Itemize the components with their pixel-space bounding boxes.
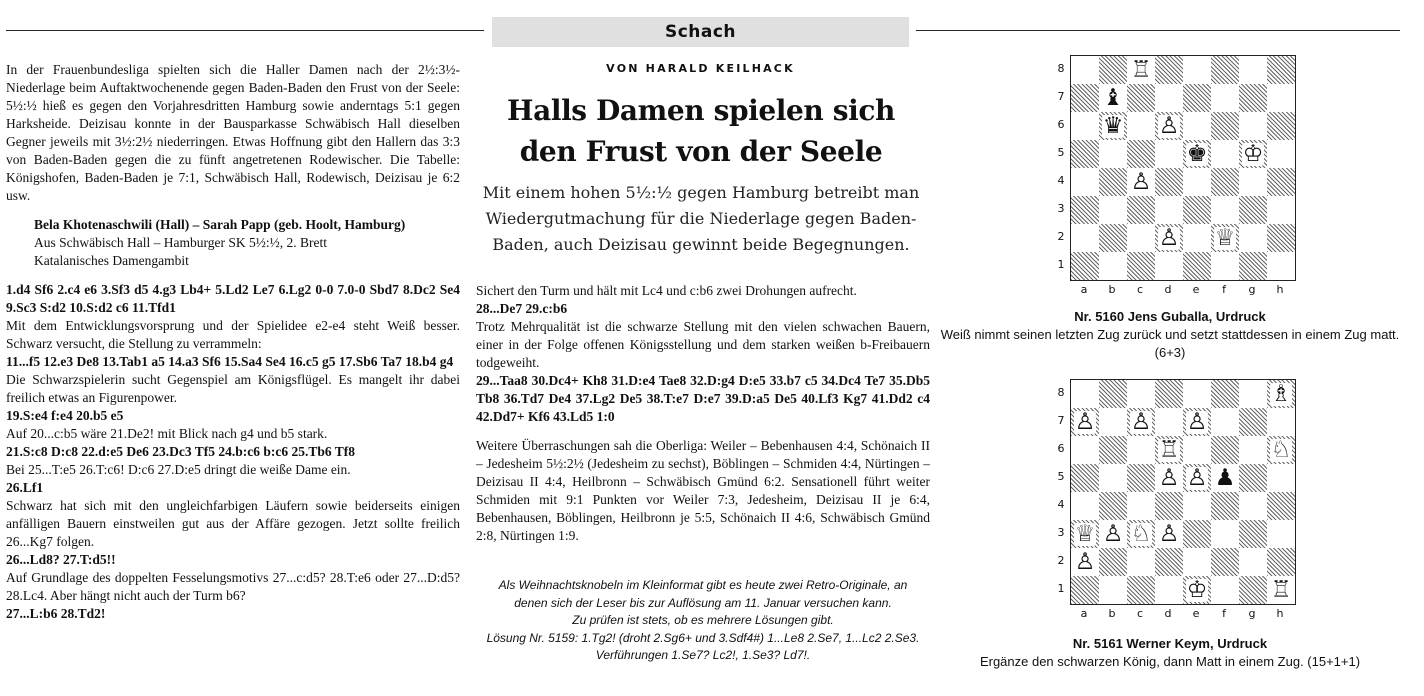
rank-labels	[1052, 55, 1070, 279]
white-knight-icon: ♘	[1270, 436, 1292, 463]
board-square-a3	[1071, 520, 1099, 548]
board-square-g7	[1239, 84, 1267, 112]
paragraph: Trotz Mehrqualität ist die schwarze Stellung mit den vielen schwachen Bauern, einer in der Folge offenen Königsstellung und dem starken weißen b-Freibauern todgeweiht.	[476, 319, 930, 370]
board-square-d2	[1155, 548, 1183, 576]
board-square-d3	[1155, 520, 1183, 548]
board-square-g4	[1239, 168, 1267, 196]
board-square-a6	[1071, 112, 1099, 140]
board-square-h7	[1267, 84, 1295, 112]
white-rook-icon: ♖	[1270, 576, 1292, 603]
white-pawn-icon: ♙	[1074, 408, 1096, 435]
section-title: Schach	[492, 17, 909, 47]
board-square-d8	[1155, 380, 1183, 408]
paragraph: Auf Grundlage des doppelten Fesselungsmotivs 27...c:d5? 28.T:e6 oder 27...D:d5? 28.Lc4. Aber hängt nicht auch der Turm b6?	[6, 570, 460, 603]
file-label: h	[1276, 607, 1284, 620]
game-moves: 1.d4 Sf6 2.c4 e6 3.Sf3 d5 4.g3 Lb4+ 5.Ld2 Le7 6.Lg2 0-0 7.0-0 Sbd7 8.Dc2 Se4 9.Sc3 S:d2 10.S:d2 c6 11.Tfd1	[6, 282, 460, 315]
rank-label: 3	[1057, 202, 1065, 215]
board-square-b2	[1099, 224, 1127, 252]
board-square-g1	[1239, 576, 1267, 604]
white-pawn-icon: ♙	[1074, 548, 1096, 575]
board-square-b3	[1099, 196, 1127, 224]
board-square-d7	[1155, 84, 1183, 112]
board-square-e5	[1183, 140, 1211, 168]
game-header-players: Bela Khotenaschwili (Hall) – Sarah Papp (geb. Hoolt, Hamburg)	[34, 217, 406, 232]
board-square-a7	[1071, 408, 1099, 436]
board-square-d8	[1155, 56, 1183, 84]
board-square-e7	[1183, 408, 1211, 436]
top-rule-left	[6, 30, 484, 31]
board-square-g6	[1239, 112, 1267, 140]
board-square-b4	[1099, 168, 1127, 196]
white-pawn-icon: ♙	[1186, 408, 1208, 435]
puzzle-description: Ergänze den schwarzen König, dann Matt in einem Zug. (15+1+1)	[979, 654, 1361, 669]
board-square-c1	[1127, 576, 1155, 604]
puzzle-intro-line: Verführungen 1.Se7? Lc2!, 1.Se3? Ld7!.	[595, 648, 811, 662]
board-square-c3	[1127, 196, 1155, 224]
board-square-e6	[1183, 112, 1211, 140]
board-square-c3	[1127, 520, 1155, 548]
file-labels	[1070, 283, 1296, 296]
board-square-h4	[1267, 168, 1295, 196]
board-square-h5	[1267, 140, 1295, 168]
black-pawn-icon: ♟	[1214, 464, 1236, 491]
white-queen-icon: ♕	[1214, 224, 1236, 251]
board-square-b5	[1099, 464, 1127, 492]
board-square-e2	[1183, 224, 1211, 252]
file-label: b	[1108, 607, 1116, 620]
board-square-f8	[1211, 380, 1239, 408]
game-moves: 26.Lf1	[6, 480, 44, 495]
paragraph: Bei 25...T:e5 26.T:c6! D:c6 27.D:e5 dringt die weiße Dame ein.	[6, 462, 351, 477]
rank-label: 7	[1057, 414, 1065, 427]
board-square-h7	[1267, 408, 1295, 436]
board-square-c8	[1127, 380, 1155, 408]
white-queen-icon: ♕	[1074, 520, 1096, 547]
board-square-d4	[1155, 492, 1183, 520]
top-rule-right	[916, 30, 1400, 31]
file-label: e	[1192, 283, 1200, 296]
board-square-h5	[1267, 464, 1295, 492]
white-pawn-icon: ♙	[1130, 168, 1152, 195]
board-square-d6	[1155, 112, 1183, 140]
board-square-g1	[1239, 252, 1267, 280]
white-pawn-icon: ♙	[1102, 520, 1124, 547]
paragraph-gap	[476, 426, 930, 437]
board-square-f7	[1211, 84, 1239, 112]
board-square-h1	[1267, 576, 1295, 604]
board-square-g3	[1239, 520, 1267, 548]
board-square-h3	[1267, 196, 1295, 224]
white-pawn-icon: ♙	[1158, 464, 1180, 491]
board-square-d2	[1155, 224, 1183, 252]
board-square-a7	[1071, 84, 1099, 112]
game-moves: 11...f5 12.e3 De8 13.Tab1 a5 14.a3 Sf6 15.Sa4 Se4 16.c5 g5 17.Sb6 Ta7 18.b4 g4	[6, 354, 454, 369]
white-rook-icon: ♖	[1158, 436, 1180, 463]
file-label: a	[1080, 607, 1088, 620]
board-square-c2	[1127, 548, 1155, 576]
board-square-a2	[1071, 224, 1099, 252]
board-square-f8	[1211, 56, 1239, 84]
rank-label: 4	[1057, 174, 1065, 187]
paragraph: Weitere Überraschungen sah die Oberliga: Weiler – Bebenhausen 4:4, Schönaich II – Jedesheim 5½:2½ (Jedesheim zu sechst), Böblingen – Schmiden 4:4, Nürtingen – Deizisau II 4:4, Heilbronn – Schwäbisch Gmünd 6:2. Sensationell führt weiter Schmiden mit 9:1 Punkten vor Weiler 7:3, Jedesheim, Deizisau II je 6:4, Bebenhausen, Böblingen, Heilbronn je 5:5, Schönaich II 4:6, Schwäbisch Gmünd 2:8, Nürtingen 1:9.	[476, 438, 930, 543]
board-square-f2	[1211, 548, 1239, 576]
file-label: c	[1136, 607, 1144, 620]
puzzle-caption-5161	[930, 635, 1410, 671]
article-column-left	[6, 61, 460, 623]
subheadline: Mit einem hohen 5½:½ gegen Hamburg betreibt man Wiedergutmachung für die Niederlage gegen Baden-Baden, auch Deizisau gewinnt beide Begegnungen.	[482, 183, 920, 254]
board-square-g2	[1239, 548, 1267, 576]
board-square-e3	[1183, 196, 1211, 224]
board-square-c5	[1127, 140, 1155, 168]
white-pawn-icon: ♙	[1158, 112, 1180, 139]
board-square-d1	[1155, 252, 1183, 280]
file-label: d	[1164, 607, 1172, 620]
headline: Halls Damen spielen sich den Frust von der Seele	[507, 94, 895, 168]
paragraph: Mit dem Entwicklungsvorsprung und der Spielidee e2-e4 steht Weiß besser. Schwarz versucht, die Stellung zu verrammeln:	[6, 318, 460, 351]
board-square-d5	[1155, 464, 1183, 492]
board-square-e6	[1183, 436, 1211, 464]
article-column-middle	[476, 282, 930, 545]
board-square-c8	[1127, 56, 1155, 84]
board-square-h6	[1267, 112, 1295, 140]
board-square-f5	[1211, 464, 1239, 492]
board-square-f5	[1211, 140, 1239, 168]
white-king-icon: ♔	[1242, 140, 1264, 167]
board-square-d6	[1155, 436, 1183, 464]
black-queen-icon: ♛	[1102, 112, 1124, 139]
game-header-info: Aus Schwäbisch Hall – Hamburger SK 5½:½, 2. Brett	[34, 235, 327, 250]
puzzle-intro	[476, 577, 930, 665]
board-square-f4	[1211, 492, 1239, 520]
board-square-h1	[1267, 252, 1295, 280]
board-square-f1	[1211, 576, 1239, 604]
white-knight-icon: ♘	[1130, 520, 1152, 547]
board-square-a5	[1071, 140, 1099, 168]
paragraph-gap	[6, 270, 460, 281]
white-pawn-icon: ♙	[1158, 520, 1180, 547]
board-square-g4	[1239, 492, 1267, 520]
game-moves: 29...Taa8 30.Dc4+ Kh8 31.D:e4 Tae8 32.D:g4 D:e5 33.b7 c5 34.Dc4 Te7 35.Db5 Tb8 36.Td7 De4 37.Lg2 De5 38.T:e7 D:e7 39.D:a5 De5 40.Lf3 Kg7 41.Dd2 c4 42.Dd7+ Kf6 43.Ld5 1:0	[476, 373, 930, 424]
game-moves: 26...Ld8? 27.T:d5!!	[6, 552, 116, 567]
board-square-d3	[1155, 196, 1183, 224]
board-square-c7	[1127, 84, 1155, 112]
paragraph: Schwarz hat sich mit den ungleichfarbigen Läufern sowie beiderseits einigen anfälligen Bauern einstweilen gut aus der Affäre gezogen. Jetzt sollte freilich 26...Kg7 folgen.	[6, 498, 460, 549]
board-square-a1	[1071, 252, 1099, 280]
board-square-a5	[1071, 464, 1099, 492]
board-square-g5	[1239, 464, 1267, 492]
board-square-g8	[1239, 380, 1267, 408]
board-square-c7	[1127, 408, 1155, 436]
board-square-e5	[1183, 464, 1211, 492]
board-square-c4	[1127, 168, 1155, 196]
puzzle-caption-5160	[930, 308, 1410, 362]
board-square-h8	[1267, 56, 1295, 84]
board-square-h4	[1267, 492, 1295, 520]
rank-label: 3	[1057, 526, 1065, 539]
chess-board	[1070, 55, 1296, 281]
chess-board	[1070, 379, 1296, 605]
board-square-g2	[1239, 224, 1267, 252]
board-square-b8	[1099, 380, 1127, 408]
board-square-b6	[1099, 436, 1127, 464]
black-bishop-icon: ♝	[1102, 84, 1124, 111]
board-square-e3	[1183, 520, 1211, 548]
board-square-b7	[1099, 84, 1127, 112]
game-header-info: Katalanisches Damengambit	[34, 253, 189, 268]
file-label: c	[1136, 283, 1144, 296]
file-label: d	[1164, 283, 1172, 296]
file-label: g	[1248, 607, 1256, 620]
rank-label: 7	[1057, 90, 1065, 103]
white-pawn-icon: ♙	[1186, 464, 1208, 491]
file-labels	[1070, 607, 1296, 620]
board-square-c2	[1127, 224, 1155, 252]
file-label: e	[1192, 607, 1200, 620]
board-square-h3	[1267, 520, 1295, 548]
board-square-b1	[1099, 576, 1127, 604]
board-square-b1	[1099, 252, 1127, 280]
board-square-a8	[1071, 380, 1099, 408]
board-square-e4	[1183, 492, 1211, 520]
puzzle-intro-line: Als Weihnachtsknobeln im Kleinformat gibt es heute zwei Retro-Originale, an	[498, 578, 908, 592]
board-square-h8	[1267, 380, 1295, 408]
paragraph: Die Schwarzspielerin sucht Gegenspiel am Königsflügel. Es mangelt ihr dabei freilich etwas an Figurenpower.	[6, 372, 460, 405]
board-square-g6	[1239, 436, 1267, 464]
board-square-b8	[1099, 56, 1127, 84]
board-square-a8	[1071, 56, 1099, 84]
board-square-a1	[1071, 576, 1099, 604]
board-square-b5	[1099, 140, 1127, 168]
puzzle-description: Weiß nimmt seinen letzten Zug zurück und setzt stattdessen in einem Zug matt. (6+3)	[940, 327, 1400, 360]
board-square-b3	[1099, 520, 1127, 548]
board-square-e8	[1183, 56, 1211, 84]
puzzle-title: Nr. 5161 Werner Keym, Urdruck	[1072, 636, 1268, 651]
board-square-b7	[1099, 408, 1127, 436]
white-rook-icon: ♖	[1130, 56, 1152, 83]
board-square-a2	[1071, 548, 1099, 576]
board-square-f3	[1211, 196, 1239, 224]
rank-label: 2	[1057, 554, 1065, 567]
board-square-c5	[1127, 464, 1155, 492]
board-square-d5	[1155, 140, 1183, 168]
rank-label: 5	[1057, 470, 1065, 483]
board-square-a4	[1071, 492, 1099, 520]
game-moves: 19.S:e4 f:e4 20.b5 e5	[6, 408, 124, 423]
white-pawn-icon: ♙	[1158, 224, 1180, 251]
rank-label: 1	[1057, 258, 1065, 271]
rank-label: 6	[1057, 118, 1065, 131]
board-square-g7	[1239, 408, 1267, 436]
board-square-d4	[1155, 168, 1183, 196]
board-square-e1	[1183, 576, 1211, 604]
paragraph: Auf 20...c:b5 wäre 21.De2! mit Blick nach g4 und b5 stark.	[6, 426, 328, 441]
board-square-b2	[1099, 548, 1127, 576]
board-square-g3	[1239, 196, 1267, 224]
board-square-c6	[1127, 112, 1155, 140]
board-square-b6	[1099, 112, 1127, 140]
rank-label: 1	[1057, 582, 1065, 595]
puzzle-intro-line: denen sich der Leser bis zur Auflösung am 11. Januar versuchen kann.	[514, 595, 892, 610]
game-moves: 27...L:b6 28.Td2!	[6, 606, 106, 621]
paragraph-gap	[6, 205, 460, 216]
board-square-e8	[1183, 380, 1211, 408]
file-label: h	[1276, 283, 1284, 296]
rank-label: 2	[1057, 230, 1065, 243]
puzzle-intro-line: Lösung Nr. 5159: 1.Tg2! (droht 2.Sg6+ und 3.Sdf4#) 1...Le8 2.Se7, 1...Lc2 2.Se3.	[486, 630, 920, 645]
file-label: g	[1248, 283, 1256, 296]
board-square-f2	[1211, 224, 1239, 252]
board-square-c1	[1127, 252, 1155, 280]
game-moves: 28...De7 29.c:b6	[476, 301, 568, 316]
board-square-h2	[1267, 548, 1295, 576]
white-pawn-icon: ♙	[1130, 408, 1152, 435]
puzzle-title: Nr. 5160 Jens Guballa, Urdruck	[1074, 309, 1266, 324]
board-square-e1	[1183, 252, 1211, 280]
black-king-icon: ♚	[1186, 140, 1208, 167]
board-square-g8	[1239, 56, 1267, 84]
board-square-f4	[1211, 168, 1239, 196]
file-label: b	[1108, 283, 1116, 296]
board-square-a4	[1071, 168, 1099, 196]
board-square-e7	[1183, 84, 1211, 112]
rank-label: 4	[1057, 498, 1065, 511]
board-square-a3	[1071, 196, 1099, 224]
game-moves: 21.S:c8 D:c8 22.d:e5 De6 23.Dc3 Tf5 24.b:c6 b:c6 25.Tb6 Tf8	[6, 444, 355, 459]
file-label: a	[1080, 283, 1088, 296]
paragraph: In der Frauenbundesliga spielten sich die Haller Damen nach der 2½:3½-Niederlage beim Auftaktwochenende gegen Baden-Baden den Frust von der Seele: 5½:½ hieß es gegen den Vorjahresdritten Hamburg sowie anderntags 5:1 gegen Harksheide. Deizisau konnte in der Bausparkasse Schwäbisch Hall dieselben Gegner jeweils mit 3½:2½ niederringen. Etwas Hoffnung gibt den Hallern das 3:3 von Baden-Baden gegen die zu fünft angetretenen Rodewischer. Die Tabelle: Königshofen, Baden-Baden je 7:1, Schwäbisch Hall, Rodewisch, Deizisau je 6:2 usw.	[6, 62, 460, 203]
rank-label: 8	[1057, 62, 1065, 75]
board-square-h6	[1267, 436, 1295, 464]
board-square-f1	[1211, 252, 1239, 280]
rank-label: 5	[1057, 146, 1065, 159]
file-label: f	[1222, 607, 1226, 620]
white-king-icon: ♔	[1186, 576, 1208, 603]
board-square-d1	[1155, 576, 1183, 604]
board-square-c6	[1127, 436, 1155, 464]
board-square-c4	[1127, 492, 1155, 520]
board-square-g5	[1239, 140, 1267, 168]
file-label: f	[1222, 283, 1226, 296]
byline: VON HARALD KEILHACK	[606, 62, 795, 75]
board-square-f3	[1211, 520, 1239, 548]
board-square-e4	[1183, 168, 1211, 196]
board-square-b4	[1099, 492, 1127, 520]
white-bishop-icon: ♗	[1270, 380, 1292, 407]
board-square-a6	[1071, 436, 1099, 464]
rank-label: 8	[1057, 386, 1065, 399]
board-square-f6	[1211, 112, 1239, 140]
rank-label: 6	[1057, 442, 1065, 455]
board-square-f6	[1211, 436, 1239, 464]
board-square-d7	[1155, 408, 1183, 436]
board-square-f7	[1211, 408, 1239, 436]
rank-labels	[1052, 379, 1070, 603]
paragraph: Sichert den Turm und hält mit Lc4 und c:b6 zwei Drohungen aufrecht.	[476, 283, 857, 298]
board-square-e2	[1183, 548, 1211, 576]
puzzle-intro-line: Zu prüfen ist stets, ob es mehrere Lösungen gibt.	[572, 613, 834, 627]
board-square-h2	[1267, 224, 1295, 252]
